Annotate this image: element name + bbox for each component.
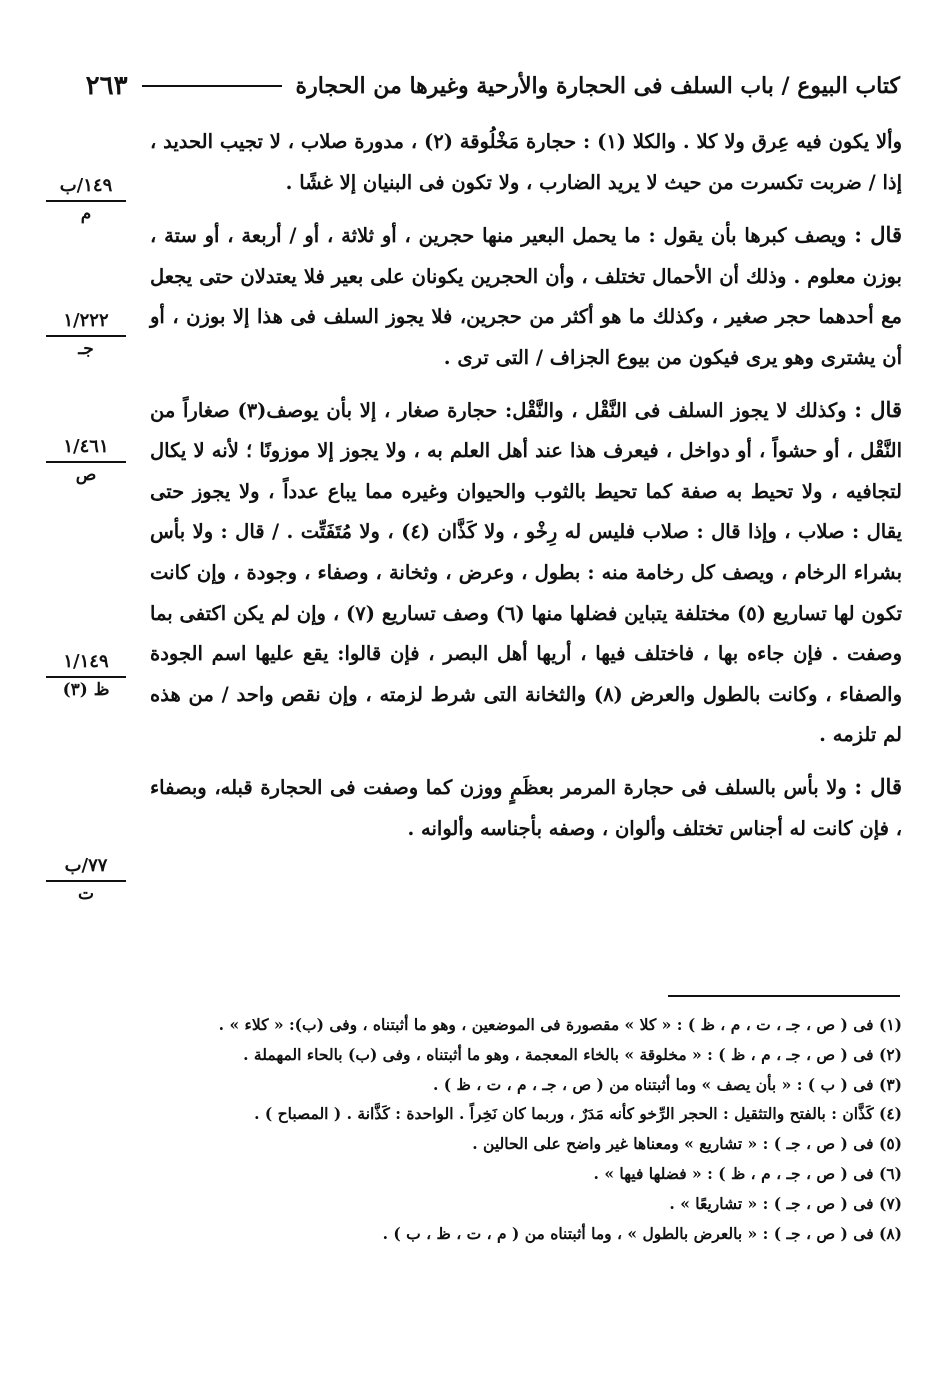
header-title: كتاب البيوع / باب السلف فى الحجارة والأرحية وغيرها من الحجارة [295,73,900,99]
paragraph-1 [150,122,902,203]
margin-note-manuscript: جـ [78,339,94,359]
paragraph-2-lead: قال : [854,222,902,248]
footnote: (٣) فى ( ب ) : « بأن يصف » وما أثبتناه من ( ص ، جـ ، م ، ت ، ظ ) . [433,1074,902,1094]
paragraph-2-text: ويصف كبرها بأن يقول : ما يحمل البعير منها حجرين ، أو ثلاثة ، أو / أربعة ، أو ستة ، بوزن معلوم . وذلك أن الأحمال تختلف ، وأن الحجرين يكونان على بعير فلا يعتدلان حتى يجعل مع أحدهما حجر صغير ، وكذلك ما هو أكثر من حجرين، فلا يجوز السلف فى هذا إلا بوزن ، أو أن يشترى وهو يرى فيكون من بيوع الجزاف / التى ترى . [150,224,902,369]
margin-note-folio: ١٤٩/ب [59,175,113,196]
footnote: (٧) فى ( ص ، جـ ) : « تشاريعًا » . [669,1193,902,1213]
margin-note-folio: ١/١٤٩ [63,651,109,672]
margin-note-manuscript: ص [75,465,97,485]
paragraph-3-lead: قال : [854,396,902,422]
margin-note-rule [46,461,126,463]
footnote: (١) فى ( ص ، جـ ، ت ، م ، ظ ) : « كلا » مقصورة فى الموضعين ، وهو ما أثبتناه ، وفى (ب): « كلاء » . [218,1015,902,1034]
margin-note [40,436,132,485]
margin-note-folio: ١/٤٦١ [63,436,109,457]
paragraph-2 [150,215,902,378]
paragraph-3-text: وكذلك لا يجوز السلف فى النَّقْل ، والنَّقْل: حجارة صغار ، إلا بأن يوصف(٣) صغاراً من النَّقْل ، أو حشواً ، أو دواخل ، فيعرف هذا عند أهل العلم به ، ولا يجوز إلا موزونًا ؛ لأنه لا يكال لتجافيه ، ولا تحيط به صفة كما تحيط بالثوب والحيوان وغيره مما يباع عدداً ، ولا يجوز حتى يقال : صلاب ، وإذا قال : صلاب فليس له رِخْو ، ولا كَذَّان (٤) ، ولا مُتَفَتِّت . / قال : ولا بأس بشراء الرخام ، ويصف كل رخامة منه : بطول ، وعرض ، وثخانة ، وصفاء ، وجودة ، وإن كانت تكون لها تساريع (٥) مختلفة يتباين فضلها منها (٦) وصف تساريع (٧) ، وإن لم يكن اكتفى بما وصفت . فإن جاءه بها ، فاختلف فيها ، أريها أهل البصر ، فإن قالوا: يقع عليها اسم الجودة والصفاء ، وكانت بالطول والعرض (٨) والثخانة التى شرط لزمته ، وإن نقص واحد / من هذه لم تلزمه . [150,398,903,747]
running-header [85,64,900,108]
paragraph-1-text: وألا يكون فيه عِرق ولا كلا . والكلا (١) : حجارة مَخْلُوقة (٢) ، مدورة صلاب ، لا تجيب الحديد ، إذا / ضربت تكسرت من حيث لا يريد الضارب ، ولا تكون فى البنيان إلا غشًا . [150,130,902,194]
margin-note-rule [46,880,126,882]
paragraph-4-lead: قال : [854,773,902,799]
margin-note-manuscript: ت [77,884,94,904]
margin-note-rule [46,335,126,337]
footnote: (٦) فى ( ص ، جـ ، م ، ظ ) : « فضلها فيها » . [593,1163,902,1183]
margin-note-manuscript: ظ (٣) [62,680,110,700]
margin-note-rule [46,676,126,678]
paragraph-4 [150,767,902,849]
margin-note [40,175,132,224]
footnote: (٢) فى ( ص ، جـ ، م ، ظ ) : « مخلوقة » بالخاء المعجمة ، وهو ما أثبتناه ، وفى (ب) بالحاء المهملة . [243,1044,902,1064]
paragraph-3 [150,390,902,756]
footnote: (٨) فى ( ص ، جـ ) : « بالعرض بالطول » ، وما أثبتناه من ( م ، ت ، ظ ، ب ) . [382,1223,902,1243]
footnote: (٤) كَذَّان : بالفتح والتثقيل : الحجر الرِّخو كأنه مَدَرٌ ، وربما كان نَخِراً . الواحدة : كَذَّانة . ( المصباح ) . [254,1104,902,1124]
margin-note [40,855,132,904]
paragraph-4-text: ولا بأس بالسلف فى حجارة المرمر بعظَمٍ ووزن كما وصفت فى الحجارة قبله، وبصفاء ، فإن كانت له أجناس تختلف وألوان ، وصفه بأجناسه وألوانه . [150,775,902,840]
page-number: ٢٦٣ [85,71,128,101]
footnote-separator [668,995,900,997]
margin-note-folio: ٧٧/ب [64,855,108,876]
footnote: (٥) فى ( ص ، جـ ) : « تشاريع » ومعناها غير واضح على الحالين . [472,1134,902,1154]
footnotes [150,1010,902,1248]
margin-note-manuscript: م [80,204,92,224]
header-rule [142,85,282,87]
margin-note-rule [46,200,126,202]
margin-note [40,651,132,700]
margin-note [40,310,132,359]
main-text [150,122,902,849]
margin-note-folio: ١/٢٢٢ [63,310,109,331]
